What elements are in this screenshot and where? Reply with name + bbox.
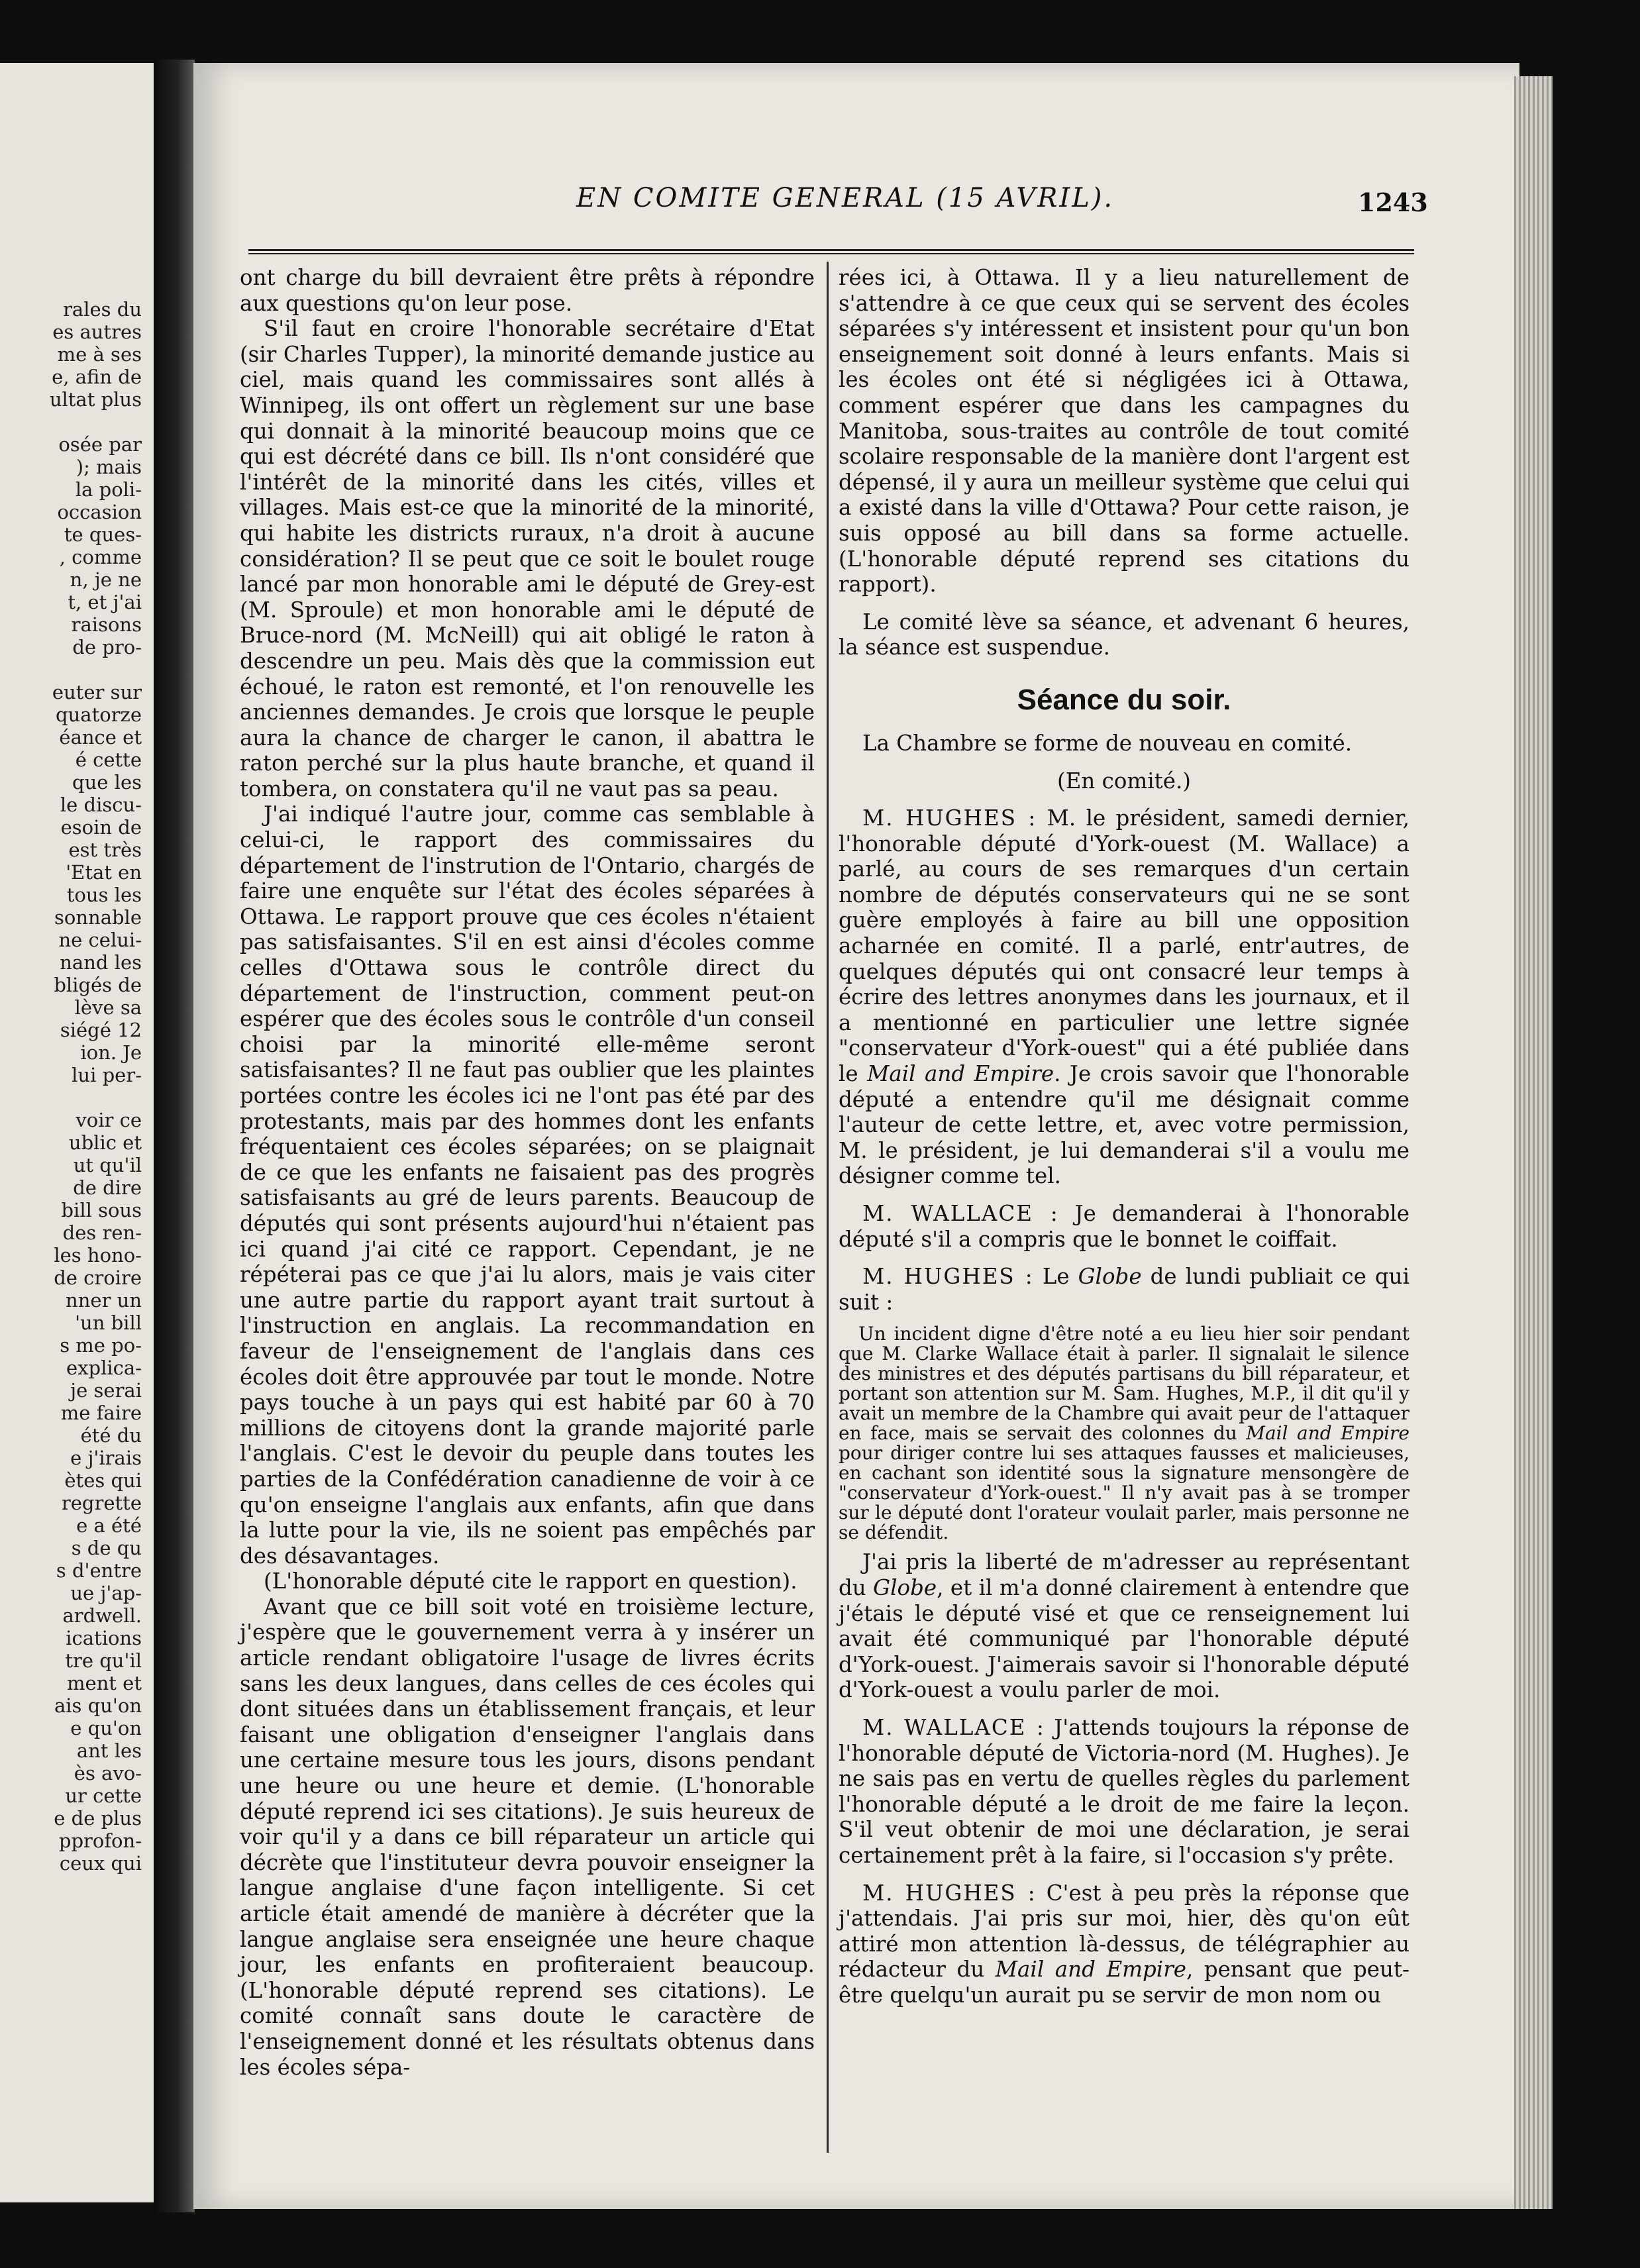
paragraph: Le comité lève sa séance, et advenant 6 heures, la séance est suspendue. [839,609,1409,660]
fragment-line: ardwell. [62,1604,142,1627]
fragment-line: ultat plus [49,388,142,411]
left-column [240,265,815,2080]
fragment-line: tre qu'il [65,1649,142,1672]
fragment-line: ications [66,1627,142,1649]
fragment-line: bligés de [54,974,142,996]
fragment-line: osée par [58,433,142,456]
fragment-line: été du [80,1424,142,1447]
fragment-line: s d'entre [56,1559,142,1582]
fragment-line: rales du [63,298,142,321]
paragraph: S'il faut en croire l'honorable secrétaire d'Etat (sir Charles Tupper), la minorité demande justice au ciel, mais quand les commissaires sont allés à Winnipeg, ils ont offert un règlement sur une base qui donnait à la minorité beaucoup moins que ce qui est décrété dans ce bill. Ils n'ont considéré que l'intérêt de la minorité dans les cités, villes et villages. Mais est-ce que la minorité de la minorité, qui habite les districts ruraux, n'a droit à aucune considération? Il se peut que ce soit le boulet rouge lancé par mon honorable ami le député de Grey-est (M. Sproule) et mon honorable ami le député de Bruce-nord (M. McNeill) qui ait obligé le raton à descendre un peu. Mais dès que la commission eut échoué, le raton est remonté, et l'on renouvelle les anciennes demandes. Je crois que lorsque le peuple aura la chance de charger le canon, il abattra le raton perché sur la plus haute branche, et quand il tombera, on constatera qu'il ne vaut pas sa peau. [240,316,815,801]
fragment-line: de croire [54,1266,142,1289]
paragraph: ont charge du bill devraient être prêts à répondre aux questions qu'on leur pose. [240,265,815,316]
fragment-line: e qu'on [70,1717,142,1739]
fragment-line: le discu- [60,794,142,816]
fragment-line: nand les [60,951,142,974]
fragment-line: éance et [59,726,142,748]
newspaper-name: Mail and Empire [867,1061,1054,1087]
fragment-line: de dire [73,1176,142,1199]
fragment-line: siégé 12 [60,1019,142,1041]
page-edges [1514,76,1553,2209]
fragment-line: ion. Je [80,1041,142,1064]
fragment-line: ); mais [76,456,142,478]
paragraph: J'ai indiqué l'autre jour, comme cas semblable à celui-ci, le rapport des commissaires du département de l'instrution de l'Ontario, chargés de faire une enquête sur l'état des écoles séparées à Ottawa. Le rapport prouve que ces écoles n'étaient pas satisfaisantes. S'il en est ainsi d'écoles comme celles d'Ottawa sous le contrôle direct du département de l'instruction, comment peut-on espérer que des écoles sous le contrôle d'un conseil choisi par la minorité elle-même seront satisfaisantes? Il ne faut pas oublier que les plaintes portées contre les écoles ici ne l'ont pas été par des protestants, mais par des hommes dont les enfants fréquentaient ces écoles séparées; on se plaignait de ce que les enfants ne faisaient pas des progrès satisfaisants au gré de leurs parents. Beaucoup de députés qui sont présents aujourd'hui n'étaient pas ici quand j'ai cité ce rapport. Cependant, je ne répéterai pas ce que j'ai lu alors, mais je vais citer une autre partie du rapport ayant trait surtout à l'instruction en anglais. La recommandation en faveur de l'enseignement de l'anglais dans ces écoles doit être approuvée par tout le monde. Notre pays touche à un pays qui est habité par 60 à 70 millions de citoyens dont la grande majorité parle l'anglais. C'est le devoir du peuple dans toutes les parties de la Confédération canadienne de voir à ce qu'on enseigne l'anglais aux enfants, afin que dans la lutte pour la vie, ils ne soient pas empêchés par des désavantages. [240,801,815,1569]
speech-hughes-2 [839,1264,1409,1315]
column-divider [827,262,829,2153]
fragment-line: lève sa [74,996,142,1019]
speech-text: C'est à peu près la réponse que j'attendais. J'ai pris sur moi, hier, dès qu'on eût attiré mon attention là-dessus, de télégraphier au rédacteur du [839,1880,1409,1983]
fragment-line: 'un bill [75,1312,142,1334]
quoted-article [839,1324,1409,1543]
header-rule [248,249,1414,254]
fragment-line: ue j'ap- [70,1582,142,1604]
speech-text: , et il m'a donné clairement à entendre que j'étais le député visé et que ce renseignement lui avait été communiqué par l'honorable député d'York-ouest. J'aimerais savoir si l'honorable député d'York-ouest a voulu parler de moi. [839,1574,1409,1703]
section-heading: Séance du soir. [1017,683,1231,716]
fragment-line: t, et j'ai [68,591,142,613]
fragment-line: te ques- [64,523,142,546]
fragment-line: voir ce [76,1109,142,1131]
fragment-line: occasion [57,501,142,523]
fragment-line: e j'irais [70,1447,142,1469]
quote-text: Un incident digne d'être noté a eu lieu hier soir pendant que M. Clarke Wallace était à parler. Il signalait le silence des ministres et des députés partisans du bill réparateur, et portant son attention sur M. Sam. Hughes, M.P., il dit qu'il y avait un membre de la Chambre qui avait peur de l'attaquer en face, mais se servait des colonnes du [839,1323,1409,1445]
fragment-line: sonnable [54,906,142,929]
fragment-line: ment et [66,1672,142,1694]
fragment-line: ut qu'il [73,1154,142,1176]
paragraph: Avant que ce bill soit voté en troisième lecture, j'espère que le gouvernement verra à y insérer un article rendant obligatoire l'usage de livres écrits sans les deux langues, dans celles de ces écoles qui dont situées dans un établissement français, et leur faisant une obligation d'enseigner l'anglais dans une certaine mesure tous les jours, disons pendant une heure ou une heure et demie. (L'honorable député reprend ici ses citations). Je suis heureux de voir qu'il y a dans ce bill réparateur un article qui décrète que l'instituteur devra pouvoir enseigner la langue anglaise d'une façon intelligente. Si cet article était amendé de manière à décréter que la langue anglaise sera enseignée une heure chaque jour, les enfants en profiteraient beaucoup. (L'honorable député reprend ses citations). Le comité connaît sans doute le caractère de l'enseignement donné et les résultats obtenus dans les écoles sépa- [240,1594,815,2080]
fragment-line: , comme [59,546,142,568]
fragment-line: ètes qui [64,1469,142,1492]
paragraph: La Chambre se forme de nouveau en comité. [862,730,1353,756]
speech-text: . Je crois savoir que l'honorable député a entendre qu'il me désignait comme l'auteur de cette lettre, et, avec votre permission, M. le président, je lui demanderai s'il a voulu me désigner comme tel. [839,1061,1409,1189]
fragment-line: nner un [66,1289,142,1312]
newspaper-name: Mail and Empire [995,1957,1186,1983]
fragment-line: lui per- [72,1064,142,1086]
speaker-name: M. HUGHES : [862,1264,1034,1290]
fragment-line: 'Etat en [66,861,142,884]
fragment-line: e a été [76,1514,142,1537]
speech-text: de lundi publiait ce qui suit : [839,1264,1410,1315]
fragment-line: me à ses [57,343,142,366]
left-page-text-fragments [0,298,142,1875]
fragment-line: e, afin de [52,366,142,388]
fragment-line: ne celui- [58,929,142,951]
fragment-line [0,658,142,681]
paragraph: rées ici, à Ottawa. Il y a lieu naturellement de s'attendre à ce que ceux qui se servent des écoles séparées s'y intéressent et insistent pour qu'un bon enseignement soit donné à leurs enfants. Mais si les écoles ont été si négligées ici à Ottawa, comment espérer que dans les campagnes du Manitoba, sous-traites au contrôle de tout comité scolaire responsable de la manière dont l'argent est dépensé, il y aura un meilleur système que celui qui a existé dans la ville d'Ottawa? Pour cette raison, je suis opposé au bill dans sa forme actuelle. (L'honorable député reprend ses citations du rapport). [839,265,1409,597]
speech-text: J'attends toujours la réponse de l'honorable député de Victoria-nord (M. Hughes). Je ne sais pas en vertu de quelles règles du parlement l'honorable député a le droit de me faire la leçon. S'il veut obtenir de moi une déclaration, je serai certainement prêt à la faire, si l'occasion s'y prête. [839,1714,1410,1868]
running-header: EN COMITE GENERAL (15 AVRIL). [576,183,1115,213]
fragment-line [0,1086,142,1109]
fragment-line: la poli- [75,478,142,501]
fragment-line: raisons [71,613,142,636]
fragment-line: est très [68,839,142,861]
fragment-line: de pro- [72,636,142,658]
speech-text: Le [1033,1264,1078,1290]
speech-text: M. le président, samedi dernier, l'honorable député d'York-ouest (M. Wallace) a parlé, au cours de ses remarques d'un certain nombre de députés conservateurs qui ne se sont guère employés à faire au bill une opposition acharnée en comité. Il a parlé, entr'autres, de quelques députés qui ont consacré leur temps à écrire des lettres anonymes dans les journaux, et il a mentionné en particulier une lettre signée "conservateur d'York-ouest" qui a été publiée dans le [839,805,1409,1087]
paragraph-center: (En comité.) [1057,768,1191,794]
fragment-line: les hono- [54,1244,142,1266]
fragment-line: quatorze [56,703,142,726]
fragment-line: s me po- [60,1334,142,1357]
fragment-line: euter sur [52,681,142,703]
fragment-line: bill sous [61,1199,142,1221]
quote-text: pour diriger contre lui ses attaques fausses et malicieuses, en cachant son identité sous la signature mensongère de "conservateur d'York-ouest." Il n'y avait pas à se tromper sur le député dont l'orateur voulait parler, mais personne ne se défendit. [839,1442,1409,1544]
speech-text: , pensant que peut-être quelqu'un aurait pu se servir de mon nom ou [839,1957,1409,2008]
fragment-line: me faire [60,1402,142,1424]
fragment-line: je serai [70,1379,142,1402]
fragment-line: ant les [76,1739,142,1762]
speaker-name: M. HUGHES : [862,1880,1037,1906]
speech-hughes-1 [839,805,1409,1189]
newspaper-name: Globe [873,1574,937,1600]
speaker-name: M. WALLACE : [862,1201,1059,1226]
fragment-line: e de plus [54,1807,142,1830]
fragment-line: é cette [75,748,142,771]
fragment-line: ublic et [68,1131,142,1154]
book-gutter [154,60,195,2212]
fragment-line: regrette [61,1492,142,1514]
fragment-line: n, je ne [70,568,142,591]
fragment-line: ais qu'on [54,1694,142,1717]
fragment-line: que les [72,771,142,794]
speaker-name: M. HUGHES : [862,805,1037,831]
speech-hughes-3 [839,1881,1409,2008]
paragraph: (L'honorable député cite le rapport en question). [264,1569,797,1594]
fragment-line: esoin de [60,816,142,839]
newspaper-name: Globe [1078,1264,1142,1290]
fragment-line: s de qu [71,1537,142,1559]
paragraph [839,1549,1409,1703]
speech-wallace-2 [839,1715,1409,1869]
fragment-line: es autres [52,321,142,343]
fragment-line: ceux qui [59,1852,142,1875]
right-column [839,265,1409,2008]
fragment-line: ès avo- [74,1762,142,1784]
fragment-line [0,411,142,433]
fragment-line: des ren- [62,1221,142,1244]
page-number: 1243 [1358,187,1428,217]
newspaper-name: Mail and Empire [1246,1422,1409,1445]
left-facing-page [0,63,154,2202]
fragment-line: ur cette [65,1784,142,1807]
speech-text: J'ai pris la liberté de m'adresser au représentant du [839,1549,1409,1600]
speaker-name: M. WALLACE : [862,1714,1045,1740]
fragment-line: pprofon- [58,1830,142,1852]
fragment-line: explica- [66,1357,142,1379]
fragment-line: tous les [66,884,142,906]
speech-text: Je demanderai à l'honorable député s'il a compris que le bonnet le coiffait. [839,1201,1410,1252]
speech-wallace-1 [839,1201,1409,1252]
